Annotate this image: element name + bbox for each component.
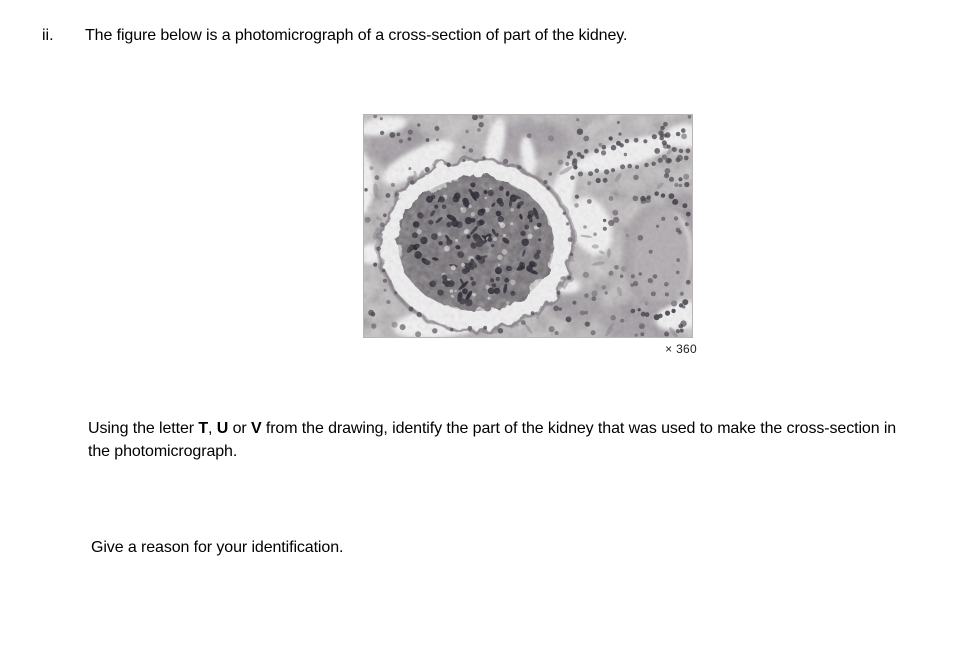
- question-reason-text: Give a reason for your identification.: [91, 539, 344, 556]
- intro-text: The figure below is a photomicrograph of a cross-section of part of the kidney.: [85, 27, 628, 44]
- magnification-label: × 360: [665, 342, 697, 356]
- letter-v-bold: V: [250, 420, 262, 437]
- question-identify-part2: from the drawing, identify the part of the kidney that was used to make the cross-section in the photomicrograph.: [88, 420, 897, 460]
- question-item-label: ii.: [42, 27, 54, 44]
- question-identify-text: [88, 418, 912, 463]
- question-identify-sep2: or: [228, 420, 251, 437]
- photomicrograph-figure: [363, 114, 693, 338]
- letter-t-bold: T: [198, 420, 209, 437]
- letter-u-bold: U: [216, 420, 229, 437]
- question-identify-part1: Using the letter: [88, 420, 199, 437]
- kidney-photomicrograph-image: [363, 114, 693, 338]
- question-identify-sep1: ,: [208, 420, 217, 437]
